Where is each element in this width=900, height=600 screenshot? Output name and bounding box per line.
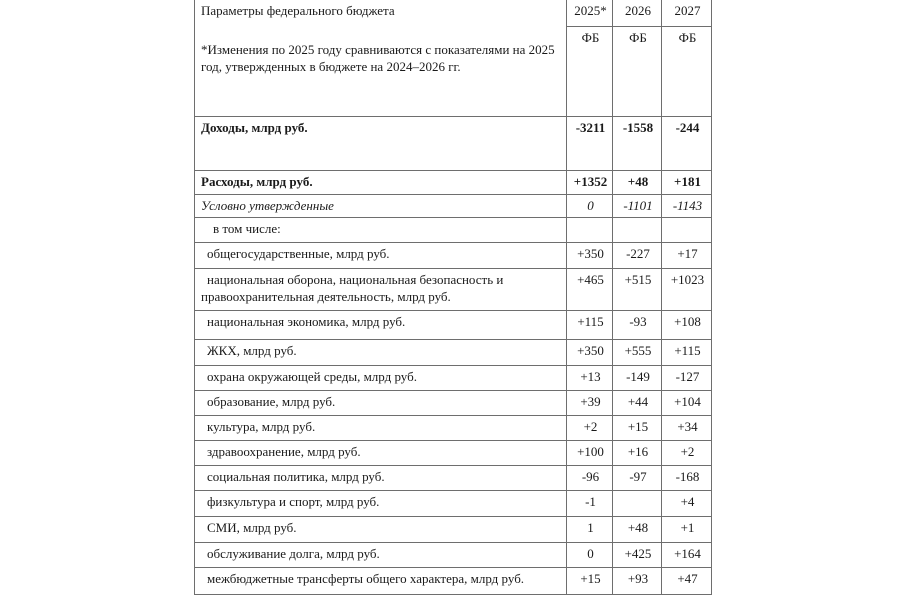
cell-2026: +48 bbox=[613, 171, 662, 195]
cell-2025: -1 bbox=[567, 491, 613, 517]
cell-2027: +17 bbox=[662, 243, 712, 269]
table-row-including bbox=[195, 218, 712, 243]
table-title: Параметры федерального бюджета bbox=[201, 3, 395, 18]
cell-2025: +2 bbox=[567, 416, 613, 441]
cell-2027: +47 bbox=[662, 568, 712, 595]
cell-2027: +181 bbox=[662, 171, 712, 195]
row-label bbox=[195, 269, 567, 311]
cell-2027: +1023 bbox=[662, 269, 712, 311]
cell-2026: -97 bbox=[613, 466, 662, 491]
cell-2025: 0 bbox=[567, 195, 613, 218]
table-footnote: *Изменения по 2025 году сравниваются с показателями на 2025 год, утвержденных в бюджете на 2024–2026 гг. bbox=[201, 42, 555, 74]
cell-2027: +115 bbox=[662, 340, 712, 366]
cell-2025: 1 bbox=[567, 517, 613, 543]
cell-2026: +16 bbox=[613, 441, 662, 466]
cell-2026: +515 bbox=[613, 269, 662, 311]
table-row bbox=[195, 340, 712, 366]
row-label: национальная экономика, млрд руб. bbox=[195, 311, 567, 340]
row-label: Доходы, млрд руб. bbox=[195, 117, 567, 171]
cell-2026 bbox=[613, 218, 662, 243]
subheader-fb: ФБ bbox=[567, 27, 613, 117]
row-label: в том числе: bbox=[195, 218, 567, 243]
cell-2027: +164 bbox=[662, 543, 712, 568]
cell-2025 bbox=[567, 218, 613, 243]
cell-2026: +555 bbox=[613, 340, 662, 366]
table-row bbox=[195, 416, 712, 441]
subheader-fb: ФБ bbox=[662, 27, 712, 117]
row-label: культура, млрд руб. bbox=[195, 416, 567, 441]
table-row-revenue bbox=[195, 117, 712, 171]
table-title-cell bbox=[195, 0, 567, 117]
cell-2027: -244 bbox=[662, 117, 712, 171]
row-label: общегосударственные, млрд руб. bbox=[195, 243, 567, 269]
row-label: Условно утвержденные bbox=[195, 195, 567, 218]
row-label: межбюджетные трансферты общего характера, млрд руб. bbox=[195, 568, 567, 595]
cell-2025: +350 bbox=[567, 340, 613, 366]
header-row-years bbox=[195, 0, 712, 27]
cell-2027: -168 bbox=[662, 466, 712, 491]
table-row bbox=[195, 491, 712, 517]
cell-2025: +115 bbox=[567, 311, 613, 340]
row-label: охрана окружающей среды, млрд руб. bbox=[195, 366, 567, 391]
cell-2026: -149 bbox=[613, 366, 662, 391]
cell-2025: +15 bbox=[567, 568, 613, 595]
table-row bbox=[195, 243, 712, 269]
cell-2027: +4 bbox=[662, 491, 712, 517]
table-row bbox=[195, 568, 712, 595]
year-header: 2026 bbox=[613, 0, 662, 27]
table-row bbox=[195, 466, 712, 491]
cell-2025: +465 bbox=[567, 269, 613, 311]
cell-2025: 0 bbox=[567, 543, 613, 568]
table-row bbox=[195, 269, 712, 311]
year-header: 2025* bbox=[567, 0, 613, 27]
cell-2027: -127 bbox=[662, 366, 712, 391]
table-row bbox=[195, 517, 712, 543]
table-row bbox=[195, 543, 712, 568]
cell-2026: +93 bbox=[613, 568, 662, 595]
table-row bbox=[195, 311, 712, 340]
table-row bbox=[195, 391, 712, 416]
cell-2027 bbox=[662, 218, 712, 243]
table-row-expenses bbox=[195, 171, 712, 195]
cell-2026: -227 bbox=[613, 243, 662, 269]
cell-2027: +2 bbox=[662, 441, 712, 466]
row-label: ЖКХ, млрд руб. bbox=[195, 340, 567, 366]
year-header: 2027 bbox=[662, 0, 712, 27]
row-label: СМИ, млрд руб. bbox=[195, 517, 567, 543]
row-label: здравоохранение, млрд руб. bbox=[195, 441, 567, 466]
table-row bbox=[195, 441, 712, 466]
cell-2025: -96 bbox=[567, 466, 613, 491]
table-row bbox=[195, 366, 712, 391]
cell-2026: +48 bbox=[613, 517, 662, 543]
cell-2025: +350 bbox=[567, 243, 613, 269]
cell-2026: -93 bbox=[613, 311, 662, 340]
federal-budget-table bbox=[194, 0, 712, 595]
cell-2026: -1101 bbox=[613, 195, 662, 218]
cell-2025: +39 bbox=[567, 391, 613, 416]
row-label: образование, млрд руб. bbox=[195, 391, 567, 416]
cell-2027: +108 bbox=[662, 311, 712, 340]
row-label: Расходы, млрд руб. bbox=[195, 171, 567, 195]
subheader-fb: ФБ bbox=[613, 27, 662, 117]
cell-2025: -3211 bbox=[567, 117, 613, 171]
cell-2026: +425 bbox=[613, 543, 662, 568]
row-label-text: национальная оборона, национальная безопасность и правоохранительная деятельность, млрд руб. bbox=[201, 272, 504, 304]
cell-2026: +15 bbox=[613, 416, 662, 441]
table-row-conditionally-approved bbox=[195, 195, 712, 218]
cell-2025: +1352 bbox=[567, 171, 613, 195]
cell-2027: +104 bbox=[662, 391, 712, 416]
cell-2026: -1558 bbox=[613, 117, 662, 171]
cell-2025: +100 bbox=[567, 441, 613, 466]
cell-2027: -1143 bbox=[662, 195, 712, 218]
cell-2025: +13 bbox=[567, 366, 613, 391]
row-label: социальная политика, млрд руб. bbox=[195, 466, 567, 491]
row-label: обслуживание долга, млрд руб. bbox=[195, 543, 567, 568]
cell-2026 bbox=[613, 491, 662, 517]
cell-2027: +34 bbox=[662, 416, 712, 441]
cell-2027: +1 bbox=[662, 517, 712, 543]
cell-2026: +44 bbox=[613, 391, 662, 416]
row-label: физкультура и спорт, млрд руб. bbox=[195, 491, 567, 517]
